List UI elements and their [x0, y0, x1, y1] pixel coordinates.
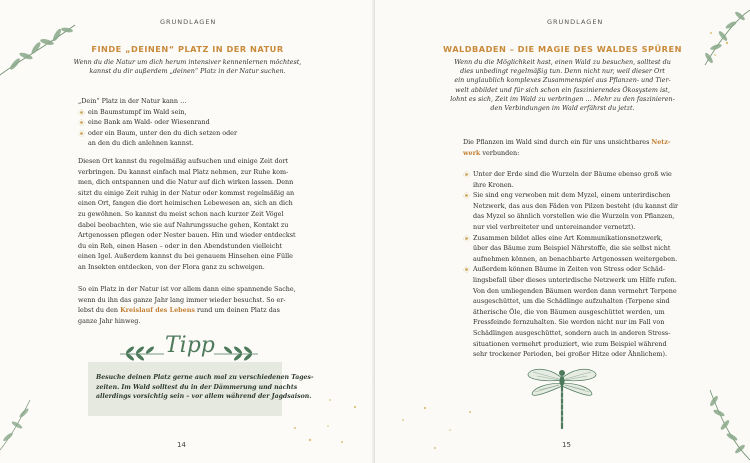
leaf-sprig-icon [210, 340, 260, 362]
list-item-continued: an den du dich anlehnen kannst. [88, 139, 194, 148]
list-item: Außerdem können Bäume in Zeiten von Stress oder Schäd- [463, 264, 678, 275]
list-item: Sie sind eng verwoben mit dem Myzel, einem unterirdischen [463, 190, 678, 201]
sparkle-dot-icon [395, 400, 485, 455]
intro-text: Wenn du die Natur um dich herum intensiver kennenlernen möchtest, kannst du dir außerdem „deinen“ Platz in der Natur suchen. [73, 58, 302, 76]
sparkle-dot-icon [463, 171, 470, 178]
list-item: eine Bank am Wald- oder Wiesenrand [78, 117, 237, 128]
running-head: GRUNDLAGEN [547, 18, 604, 26]
list-lead: „Dein“ Platz in der Natur kann … [78, 97, 187, 105]
tip-heading: Tipp [165, 333, 215, 358]
page-number: 15 [562, 441, 571, 449]
sparkle-dot-icon [78, 119, 85, 126]
lead-paragraph: Die Pflanzen im Wald sind durch ein für uns unsichtbares Netz- werk verbunden: [463, 138, 671, 157]
right-page [375, 0, 750, 463]
leaf-sprig-icon [695, 385, 750, 463]
highlight-term: Netz- [651, 138, 671, 146]
body-paragraph: Diesen Ort kannst du regelmäßig aufsuchen und einige Zeit dort verbringen. Du kannst einfach mal Platz nehmen, zur Ruhe kom- men, dich entspannen und die Natur auf dich wirken lassen. Denn sitzt du einige Zeit ruhig in der Natur oder kommst regelmäßig an einen Ort, fangen die dort heimischen Lebewesen an, sich an dich zu gewöhnen. So kannst du meist schon nach kurzer Zeit Vögel dabei beobachten, wie sie auf Nahrungssuche gehen, Kontakt zu Artgenossen pflegen oder Nester bauen. Hin und wieder entdeckst du ein Reh, einen Hasen – oder in den Abendstunden vielleicht einen Igel. Außerdem kannst du bei genauem Hinsehen eine Fülle an Insekten entdecken, von der Flora ganz zu schweigen. [78, 157, 296, 271]
section-title: FINDE „DEINEN“ PLATZ IN DER NATUR [91, 44, 284, 54]
tip-text: Besuche deinen Platz gerne auch mal zu verschiedenen Tages- zeiten. Im Wald solltest du in der Dämmerung und nachts allerdings vorsichtig sein – vor allem während der Jagdsaison. [96, 374, 314, 401]
leaf-sprig-icon [118, 340, 168, 362]
section-title: WALDBADEN – DIE MAGIE DES WALDES SPÜREN [443, 44, 682, 54]
dragonfly-icon [525, 362, 599, 432]
sparkle-dot-icon [78, 130, 85, 137]
sparkle-dot-icon [325, 395, 365, 415]
list-item: Unter der Erde sind die Wurzeln der Bäume ebenso groß wie [463, 169, 678, 180]
sparkle-dot-icon [463, 192, 470, 199]
running-head: GRUNDLAGEN [160, 18, 217, 26]
list-item: Zusammen bildet alles eine Art Kommunikationsnetzwerk, [463, 233, 678, 244]
highlight-term: Kreislauf des Lebens [120, 306, 195, 315]
network-list: Unter der Erde sind die Wurzeln der Bäume ebenso groß wie ihre Kronen. Sie sind eng verwoben mit dem Myzel, einem unterirdischen Netzwerk, das aus den Fäden von Pilzen besteht (du kannst dir das Myzel so ähnlich vorstellen wie die Wurzeln von Pflanzen, nur viel verbreiteter und untereinander vernetzt). Zusammen bildet alles eine Art Kommunikationsnetzwerk, über das Bäume zum Beispiel Nährstoffe, die sie selbst nicht aufnehmen können, an benachbarte Artgenossen weitergeben. Außerdem können Bäume in Zeiten von Stress oder Schäd- lingsbefall über dieses unterirdische Netzwerk um Hilfe rufen. Von den umliegenden Bäumen werden dann vermehrt Terpene ausgeschüttet, um die Schädlinge aufzuhalten (Terpene sind ätherische Öle, die von Bäumen ausgeschüttet werden, um Fressfeinde fernzuhalten. Sie werden nicht nur im Fall von Schädlingen ausgeschüttet, sondern auch in anderen Stress- situationen vermehrt produziert, wie zum Beispiel während sehr trockener Perioden, bei großer Hitze oder Ähnlichem). [463, 169, 678, 360]
list-item: oder ein Baum, unter den du dich setzen oder [78, 128, 237, 139]
page-number: 14 [177, 441, 186, 449]
sparkle-dot-icon [463, 266, 470, 273]
sparkle-dot-icon [290, 420, 350, 450]
leaf-sprig-icon [0, 395, 40, 455]
place-list [78, 96, 237, 149]
intro-text: Wenn du die Möglichkeit hast, einen Wald zu besuchen, solltest du dies unbedingt regelmäßig tun. Denn nicht nur, weil dieser Ort ein unglaublich komplexes Zusammenspiel aus Pflanzen- und Tier- welt abbildet und für sich schon ein faszinierendes Ökosystem ist, lohnt es sich, Zeit im Wald zu verbringen … Mehr zu den faszinieren- den Verbindungen im Wald erfährst du jetzt. [450, 58, 675, 113]
sparkle-dot-icon [78, 109, 85, 116]
body-paragraph: So ein Platz in der Natur ist vor allem dann eine spannende Sache, wenn du ihn das ganze Jahr lang immer wieder besuchst. So er- lebst du den Kreislauf des Lebens rund um deinen Platz das ganze Jahr hinweg. [78, 285, 296, 325]
highlight-term: werk [463, 148, 481, 157]
list-item: ein Baumstumpf im Wald sein, [78, 107, 237, 118]
sparkle-dot-icon [463, 235, 470, 242]
